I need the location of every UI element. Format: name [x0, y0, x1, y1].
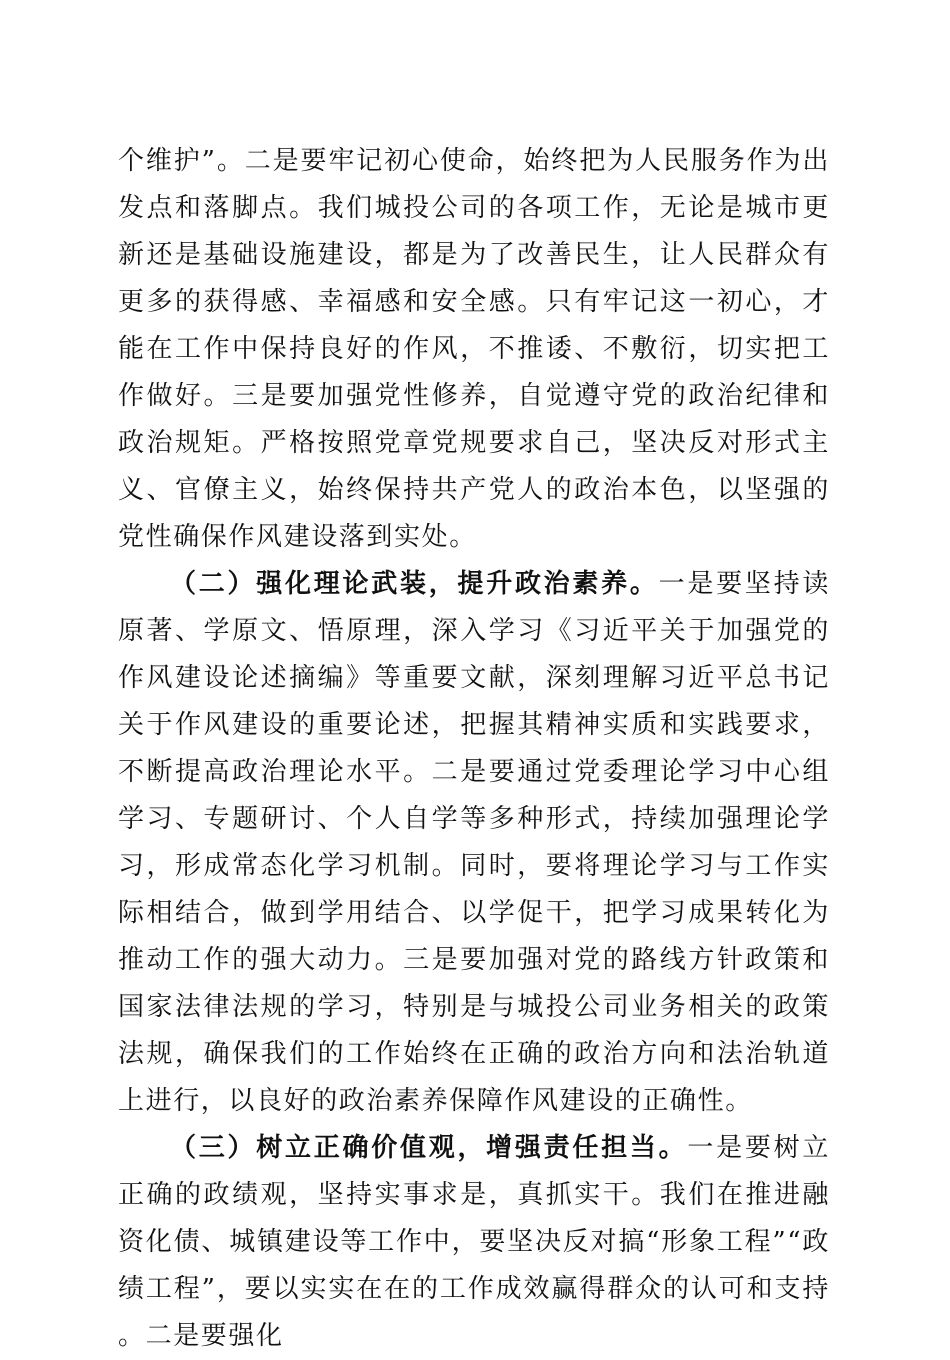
paragraph-section-three: [118, 1125, 830, 1360]
document-body: [118, 138, 830, 1360]
section-heading: （三）树立正确价值观，增强责任担当。: [170, 1133, 688, 1163]
section-heading: （二）强化理论武装，提升政治素养。: [170, 569, 659, 599]
paragraph-body: 一是要坚持读原著、学原文、悟原理，深入学习《习近平关于加强党的作风建设论述摘编》等重要文献，深刻理解习近平总书记关于作风建设的重要论述，把握其精神实质和实践要求，不断提高政治理论水平。二是要通过党委理论学习中心组学习、专题研讨、个人自学等多种形式，持续加强理论学习，形成常态化学习机制。同时，要将理论学习与工作实际相结合，做到学用结合、以学促干，把学习成果转化为推动工作的强大动力。三是要加强对党的路线方针政策和国家法律法规的学习，特别是与城投公司业务相关的政策法规，确保我们的工作始终在正确的政治方向和法治轨道上进行，以良好的政治素养保障作风建设的正确性。: [118, 569, 830, 1116]
paragraph-continuation: [118, 138, 830, 561]
paragraph-body: 一是要树立正确的政绩观，坚持实事求是，真抓实干。我们在推进融资化债、城镇建设等工作中，要坚决反对搞“形象工程”“政绩工程”，要以实实在在的工作成效赢得群众的认可和支持。二是要强化: [118, 1133, 830, 1351]
paragraph-section-two: [118, 561, 830, 1125]
paragraph-body: 个维护”。二是要牢记初心使命，始终把为人民服务作为出发点和落脚点。我们城投公司的各项工作，无论是城市更新还是基础设施建设，都是为了改善民生，让人民群众有更多的获得感、幸福感和安全感。只有牢记这一初心，才能在工作中保持良好的作风，不推诿、不敷衍，切实把工作做好。三是要加强党性修养，自觉遵守党的政治纪律和政治规矩。严格按照党章党规要求自己，坚决反对形式主义、官僚主义，始终保持共产党人的政治本色，以坚强的党性确保作风建设落到实处。: [118, 146, 830, 552]
